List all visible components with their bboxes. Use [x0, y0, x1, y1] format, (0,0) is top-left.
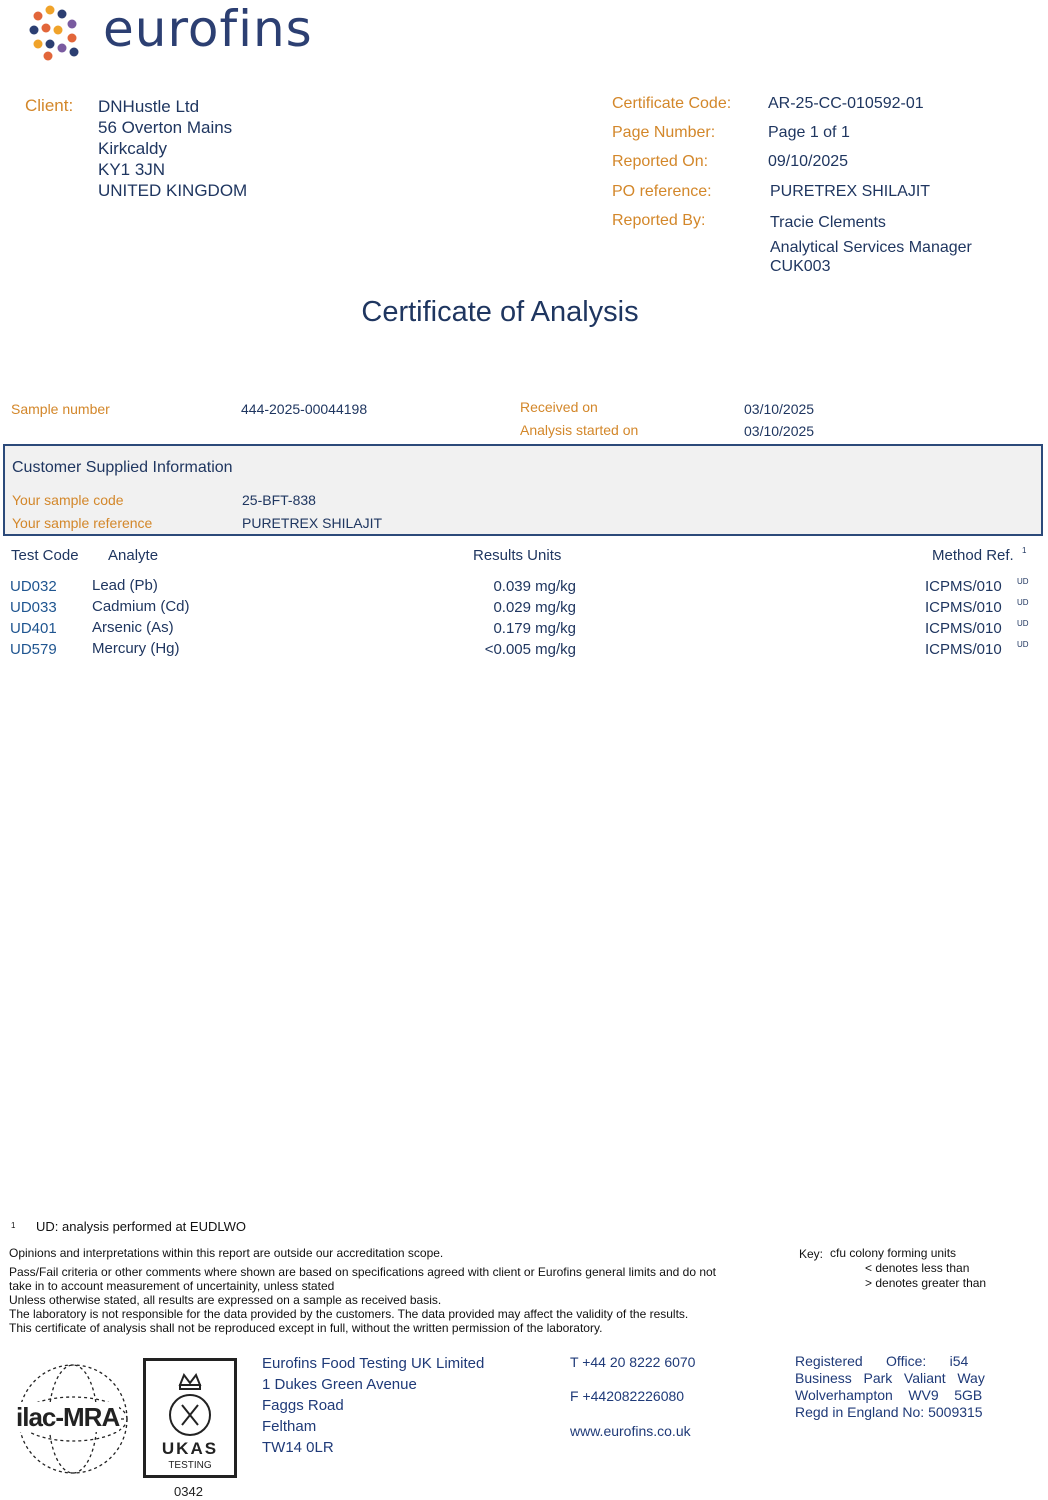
- test-code-cell: UD032: [10, 578, 57, 595]
- meta-value: PURETREX SHILAJIT: [770, 183, 931, 200]
- test-code-cell: UD579: [10, 641, 57, 658]
- method-sup: UD: [1017, 598, 1029, 607]
- test-code-cell: UD401: [10, 620, 57, 637]
- company-line: Faggs Road: [262, 1397, 344, 1414]
- registered-line: Wolverhampton WV9 5GB: [795, 1387, 983, 1403]
- note-line: Pass/Fail criteria or other comments where shown are based on specifications agreed with client or Eurofins general limits and do not: [9, 1265, 717, 1279]
- footnote-mark: 1: [11, 1221, 16, 1230]
- sample-number-value: 444-2025-00044198: [241, 401, 368, 417]
- col-header-analyte: Analyte: [108, 547, 159, 564]
- analyte-cell: Mercury (Hg): [92, 640, 180, 657]
- note-line: take in to account measurement of uncertainity, unless stated: [9, 1279, 335, 1293]
- registered-office: [795, 1353, 985, 1421]
- result-cell: 0.179 mg/kg: [493, 620, 576, 637]
- analyte-cell: Arsenic (As): [92, 619, 174, 636]
- method-cell: ICPMS/010: [925, 578, 1002, 595]
- company-line: Feltham: [262, 1418, 317, 1435]
- ukas-text: UKAS: [161, 1439, 219, 1458]
- company-line: 1 Dukes Green Avenue: [262, 1376, 417, 1393]
- reporter-title: Analytical Services Manager: [770, 239, 972, 256]
- method-cell: ICPMS/010: [925, 641, 1002, 658]
- table-row: [0, 577, 1048, 598]
- sample-code-value: 25-BFT-838: [242, 492, 316, 508]
- ukas-sub: TESTING: [168, 1460, 212, 1471]
- website-link[interactable]: www.eurofins.co.uk: [570, 1423, 691, 1439]
- client-address-line: Kirkcaldy: [98, 139, 167, 158]
- sample-code-label: Your sample code: [12, 492, 124, 508]
- phone-number: T +44 20 8222 6070: [570, 1354, 696, 1370]
- ukas-number: 0342: [174, 1484, 203, 1499]
- registered-line: Registered Office: i54: [795, 1353, 969, 1369]
- meta-label: Reported On:: [612, 153, 709, 170]
- key-line: cfu colony forming units: [830, 1246, 957, 1260]
- analyte-cell: Cadmium (Cd): [92, 598, 190, 615]
- ukas-logo: [143, 1358, 237, 1478]
- page-title: Certificate of Analysis: [361, 296, 639, 328]
- client-address-line: DNHustle Ltd: [98, 97, 200, 116]
- key-line: < denotes less than: [865, 1261, 970, 1275]
- sample-reference-value: PURETREX SHILAJIT: [242, 515, 383, 531]
- ilac-text: ilac-MRA: [16, 1402, 120, 1432]
- key-line: > denotes greater than: [865, 1276, 987, 1290]
- company-line: TW14 0LR: [262, 1439, 334, 1456]
- col-header-method-ref: Method Ref.: [932, 547, 1014, 564]
- sample-number-label: Sample number: [11, 401, 110, 417]
- col-header-test-code: Test Code: [11, 547, 79, 564]
- note-line: Unless otherwise stated, all results are expressed on a sample as received basis.: [9, 1293, 442, 1307]
- ukas-crown-icon: [146, 1363, 234, 1443]
- meta-value: AR-25-CC-010592-01: [768, 95, 924, 112]
- meta-value: Page 1 of 1: [768, 124, 850, 141]
- method-sup: UD: [1017, 619, 1029, 628]
- received-value: 03/10/2025: [744, 401, 815, 417]
- company-line: Eurofins Food Testing UK Limited: [262, 1355, 485, 1372]
- note-line: The laboratory is not responsible for the data provided by the customers. The data provided may affect the validity of the results.: [9, 1307, 689, 1321]
- eurofins-dots-icon: [28, 4, 98, 64]
- registered-line: Regd in England No: 5009315: [795, 1404, 983, 1420]
- customer-info-heading: Customer Supplied Information: [12, 459, 233, 476]
- logo-wordmark: eurofins: [103, 0, 313, 58]
- sample-reference-label: Your sample reference: [12, 515, 153, 531]
- analysis-started-label: Analysis started on: [520, 422, 639, 438]
- meta-value: Tracie Clements: [770, 214, 886, 231]
- table-row: [0, 640, 1048, 661]
- col-header-results-units: Results Units: [473, 547, 562, 564]
- client-label: Client:: [25, 96, 74, 115]
- meta-label: Certificate Code:: [612, 95, 732, 112]
- result-cell: <0.005 mg/kg: [484, 641, 576, 658]
- received-label: Received on: [520, 399, 598, 415]
- note-line: This certificate of analysis shall not be reproduced except in full, without the written permission of the laboratory.: [9, 1321, 603, 1335]
- table-row: [0, 598, 1048, 619]
- meta-label: Page Number:: [612, 124, 716, 141]
- client-address: [98, 96, 247, 201]
- meta-label: Reported By:: [612, 212, 706, 229]
- method-cell: ICPMS/010: [925, 599, 1002, 616]
- meta-label: PO reference:: [612, 183, 712, 200]
- ilac-mra-logo: [12, 1360, 134, 1478]
- report-notes: [9, 1246, 716, 1335]
- method-sup: UD: [1017, 577, 1029, 586]
- key-label: Key:: [799, 1247, 824, 1261]
- footnote-text: UD: analysis performed at EUDLWO: [36, 1219, 246, 1234]
- note-line: Opinions and interpretations within this report are outside our accreditation scope.: [9, 1246, 444, 1260]
- fax-number: F +442082226080: [570, 1388, 685, 1404]
- result-cell: 0.029 mg/kg: [493, 599, 576, 616]
- table-row: [0, 619, 1048, 640]
- client-address-line: KY1 3JN: [98, 160, 166, 179]
- registered-line: Business Park Valiant Way: [795, 1370, 985, 1386]
- method-cell: ICPMS/010: [925, 620, 1002, 637]
- meta-value: 09/10/2025: [768, 153, 849, 170]
- analyte-cell: Lead (Pb): [92, 577, 158, 594]
- reporter-id: CUK003: [770, 258, 831, 275]
- result-cell: 0.039 mg/kg: [493, 578, 576, 595]
- customer-supplied-info-box: [3, 444, 1043, 536]
- method-sup: UD: [1017, 640, 1029, 649]
- test-code-cell: UD033: [10, 599, 57, 616]
- method-ref-footnote-mark: 1: [1022, 546, 1027, 555]
- analysis-started-value: 03/10/2025: [744, 423, 815, 439]
- client-address-line: UNITED KINGDOM: [98, 181, 248, 200]
- company-address: [262, 1353, 484, 1458]
- client-address-line: 56 Overton Mains: [98, 118, 233, 137]
